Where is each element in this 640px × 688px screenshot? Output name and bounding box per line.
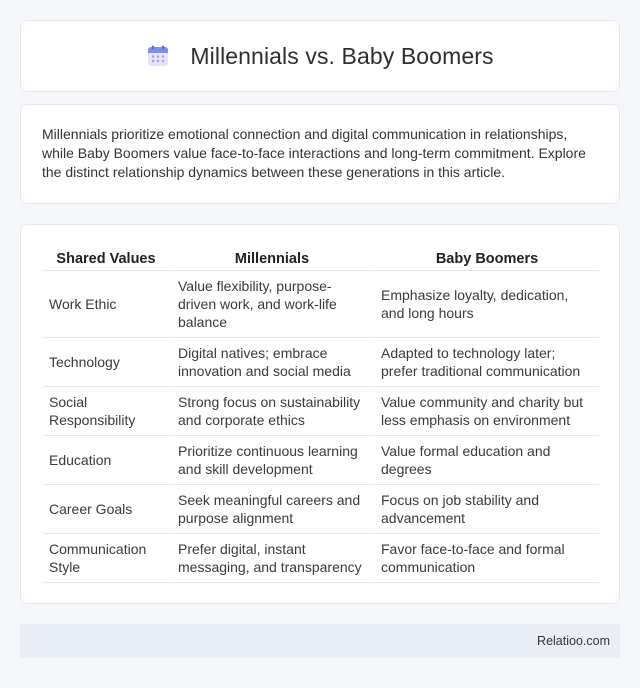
row-label: Social Responsibility (43, 387, 169, 436)
footer-bar (20, 624, 620, 658)
millennials-cell: Prefer digital, instant messaging, and transparency (169, 534, 372, 583)
millennials-cell: Digital natives; embrace innovation and social media (169, 338, 372, 387)
table-card (20, 224, 620, 604)
table-row (43, 485, 599, 534)
table-row (43, 271, 599, 338)
table-row (43, 387, 599, 436)
table-row (43, 436, 599, 485)
column-header-millennials: Millennials (169, 245, 372, 271)
table-row (43, 534, 599, 583)
comparison-table (43, 245, 599, 583)
column-header-shared-values: Shared Values (43, 245, 169, 271)
boomers-cell: Focus on job stability and advancement (372, 485, 599, 534)
title-wrap (146, 43, 493, 70)
boomers-cell: Value formal education and degrees (372, 436, 599, 485)
intro-paragraph: Millennials prioritize emotional connection and digital communication in relationships, while Baby Boomers value face-to-face interactions and long-term commitment. Explore the distinct relationship dynamics between these generations in this article. (42, 126, 586, 180)
table-header-row (43, 245, 599, 271)
row-label: Work Ethic (43, 271, 169, 338)
row-label: Career Goals (43, 485, 169, 534)
row-label: Technology (43, 338, 169, 387)
boomers-cell: Value community and charity but less emphasis on environment (372, 387, 599, 436)
boomers-cell: Emphasize loyalty, dedication, and long hours (372, 271, 599, 338)
row-label: Education (43, 436, 169, 485)
title-card (20, 20, 620, 92)
page-title: Millennials vs. Baby Boomers (190, 42, 494, 69)
millennials-cell: Strong focus on sustainability and corporate ethics (169, 387, 372, 436)
millennials-cell: Seek meaningful careers and purpose alignment (169, 485, 372, 534)
calendar-icon (146, 44, 170, 68)
table-row (43, 338, 599, 387)
millennials-cell: Prioritize continuous learning and skill development (169, 436, 372, 485)
millennials-cell: Value flexibility, purpose-driven work, and work-life balance (169, 271, 372, 338)
footer-site-name: Relatioo.com (537, 634, 610, 648)
row-label: Communication Style (43, 534, 169, 583)
boomers-cell: Adapted to technology later; prefer traditional communication (372, 338, 599, 387)
boomers-cell: Favor face-to-face and formal communication (372, 534, 599, 583)
column-header-baby-boomers: Baby Boomers (372, 245, 599, 271)
intro-card (20, 104, 620, 204)
